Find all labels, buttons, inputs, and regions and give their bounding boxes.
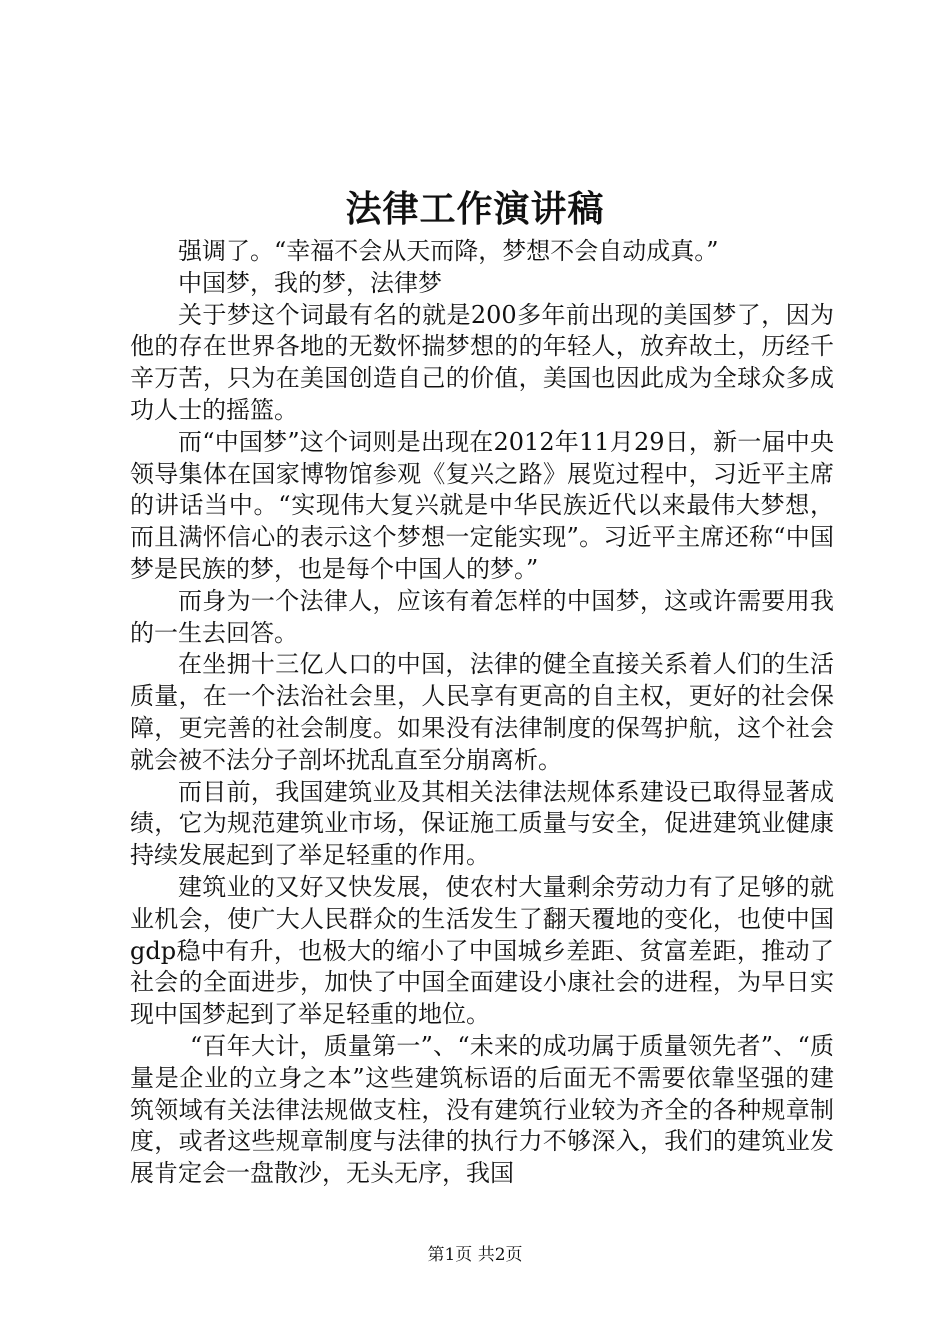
- page-number-footer: 第1页 共2页: [427, 1245, 523, 1265]
- paragraph: 关于梦这个词最有名的就是200多年前出现的美国梦了，因为他的存在世界各地的无数怀揣梦想的的年轻人，放弃故土，历经千辛万苦，只为在美国创造自己的价值，美国也因此成为全球众多成功人士的摇篮。: [130, 300, 834, 424]
- document-title: 法律工作演讲稿: [345, 188, 605, 230]
- paragraph: 中国梦，我的梦，法律梦: [178, 268, 442, 297]
- paragraph: “百年大计，质量第一”、“未来的成功属于质量领先者”、“质量是企业的立身之本”这些建筑标语的后面无不需要依靠坚强的建筑领域有关法律法规做支柱，没有建筑行业较为齐全的各种规章制度，或者这些规章制度与法律的执行力不够深入，我们的建筑业发展肯定会一盘散沙，无头无序，我国: [130, 1031, 834, 1188]
- paragraph: 强调了。“幸福不会从天而降，梦想不会自动成真。”: [178, 237, 719, 265]
- document-body: [130, 236, 834, 1190]
- paragraph: 建筑业的又好又快发展，使农村大量剩余劳动力有了足够的就业机会，使广大人民群众的生活发生了翻天覆地的变化，也使中国gdp稳中有升，也极大的缩小了中国城乡差距、贫富差距，推动了社会的全面进步，加快了中国全面建设小康社会的进程，为早日实现中国梦起到了举足轻重的地位。: [130, 872, 834, 1029]
- paragraph: 在坐拥十三亿人口的中国，法律的健全直接关系着人们的生活质量，在一个法治社会里，人民享有更高的自主权，更好的社会保障，更完善的社会制度。如果没有法律制度的保驾护航，这个社会就会被不法分子剖坏扰乱直至分崩离析。: [130, 650, 834, 774]
- paragraph: 而目前，我国建筑业及其相关法律法规体系建设已取得显著成绩，它为规范建筑业市场，保证施工质量与安全，促进建筑业健康持续发展起到了举足轻重的作用。: [130, 777, 834, 870]
- paragraph: 而“中国梦”这个词则是出现在2012年11月29日，新一届中央领导集体在国家博物馆参观《复兴之路》展览过程中，习近平主席的讲话当中。“实现伟大复兴就是中华民族近代以来最伟大梦想，而且满怀信心的表示这个梦想一定能实现”。习近平主席还称“中国梦是民族的梦，也是每个中国人的梦。”: [130, 427, 834, 583]
- paragraph: 而身为一个法律人，应该有着怎样的中国梦，这或许需要用我的一生去回答。: [130, 586, 834, 647]
